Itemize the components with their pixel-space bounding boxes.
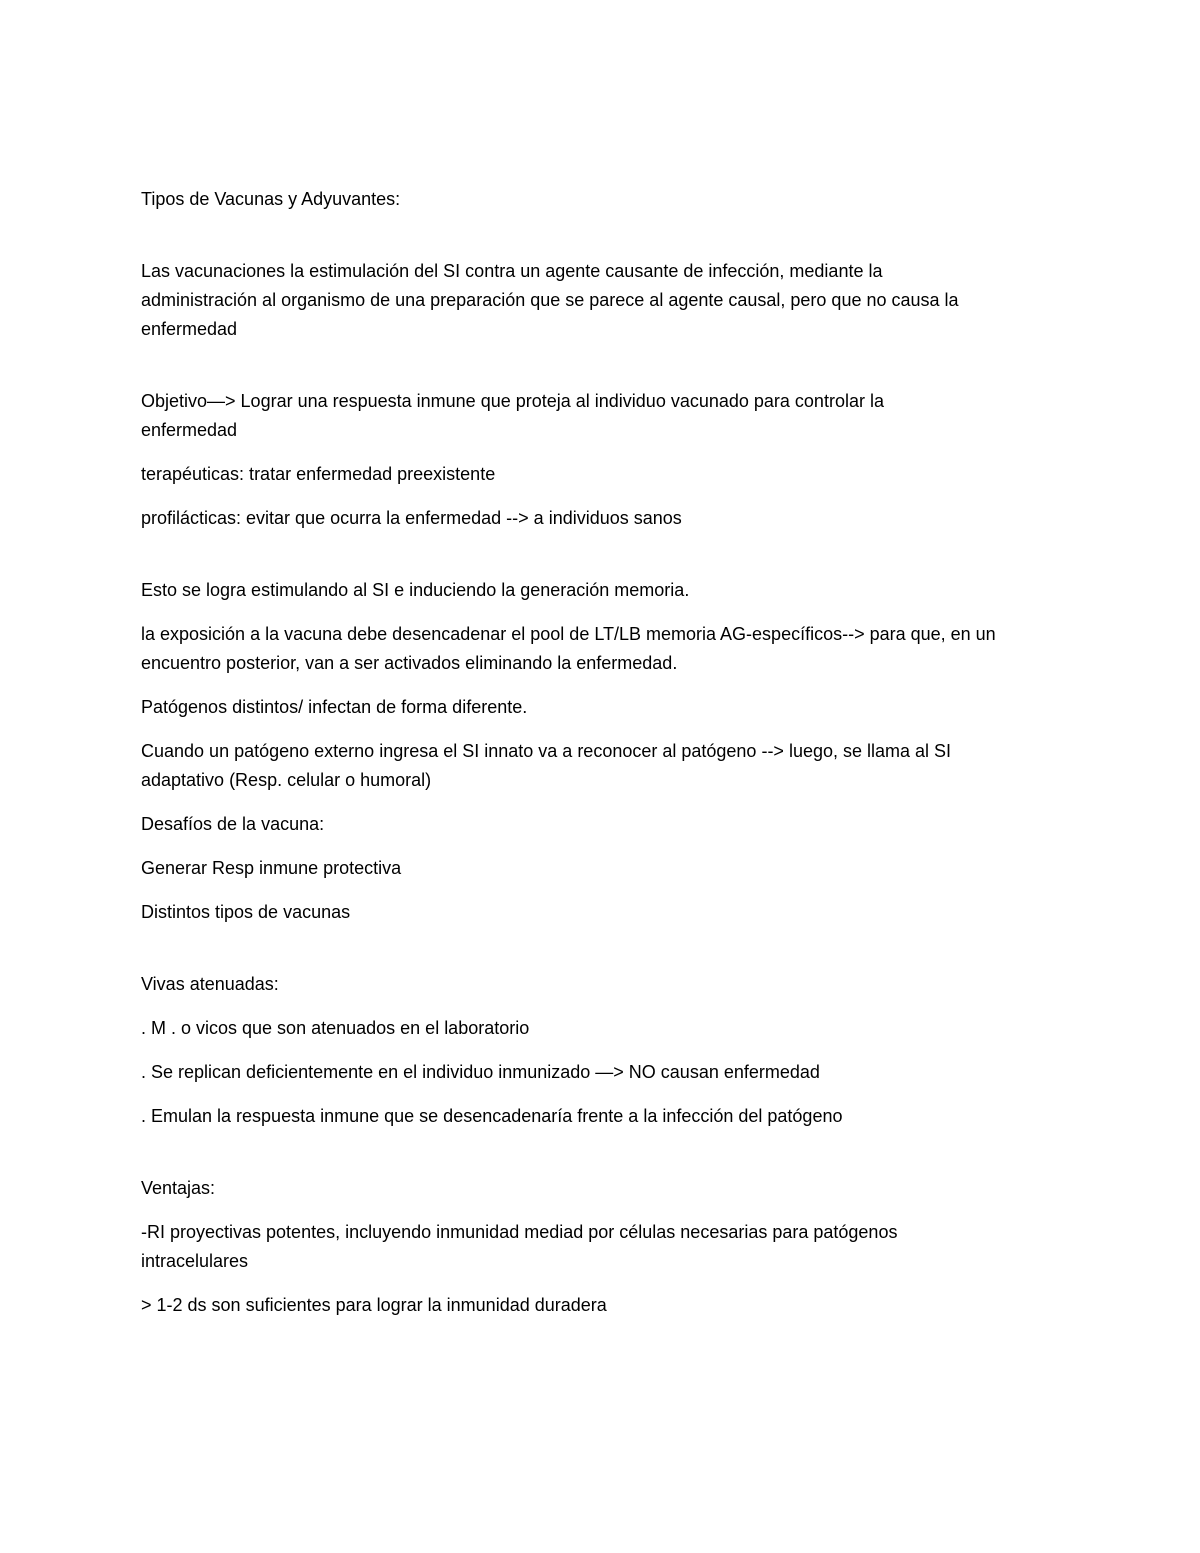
generar-paragraph: Generar Resp inmune protectiva xyxy=(141,858,402,878)
vivas-atenuadas-heading: Vivas atenuadas: xyxy=(141,974,279,994)
intro-line-1: Las vacunaciones la estimulación del SI contra un agente causante de infección, mediante la xyxy=(141,261,883,281)
objetivo-paragraph xyxy=(141,387,1071,445)
exposicion-line-1: la exposición a la vacuna debe desencadenar el pool de LT/LB memoria AG-específicos--> para que, en un xyxy=(141,624,996,644)
vivas-item-3: . Emulan la respuesta inmune que se desencadenaría frente a la infección del patógeno xyxy=(141,1106,843,1126)
profilacticas-paragraph: profilácticas: evitar que ocurra la enfermedad --> a individuos sanos xyxy=(141,508,682,528)
objetivo-line-1: Objetivo—> Lograr una respuesta inmune que proteja al individuo vacunado para controlar la xyxy=(141,391,884,411)
intro-line-2: administración al organismo de una preparación que se parece al agente causal, pero que no causa la xyxy=(141,290,959,310)
vivas-item-2: . Se replican deficientemente en el individuo inmunizado —> NO causan enfermedad xyxy=(141,1062,820,1082)
intro-line-3: enfermedad xyxy=(141,319,238,339)
cuando-line-2: adaptativo (Resp. celular o humoral) xyxy=(141,770,432,790)
document-title: Tipos de Vacunas y Adyuvantes: xyxy=(141,189,401,209)
exposicion-paragraph xyxy=(141,620,1071,678)
ventajas-item-2: > 1-2 ds son suficientes para lograr la inmunidad duradera xyxy=(141,1295,607,1315)
vivas-item-1: . M . o vicos que son atenuados en el laboratorio xyxy=(141,1018,530,1038)
intro-paragraph xyxy=(141,257,1071,344)
objetivo-line-2: enfermedad xyxy=(141,420,238,440)
cuando-paragraph xyxy=(141,737,1071,795)
terapeuticas-paragraph: terapéuticas: tratar enfermedad preexistente xyxy=(141,464,496,484)
desafios-paragraph: Desafíos de la vacuna: xyxy=(141,814,325,834)
ventajas-heading: Ventajas: xyxy=(141,1178,216,1198)
ventajas-item-1-line-1: -RI proyectivas potentes, incluyendo inmunidad mediad por células necesarias para patógenos xyxy=(141,1222,898,1242)
document-body xyxy=(141,185,1071,1335)
distintos-paragraph: Distintos tipos de vacunas xyxy=(141,902,351,922)
ventajas-item-1-line-2: intracelulares xyxy=(141,1251,249,1271)
patogenos-paragraph: Patógenos distintos/ infectan de forma diferente. xyxy=(141,697,528,717)
exposicion-line-2: encuentro posterior, van a ser activados eliminando la enfermedad. xyxy=(141,653,678,673)
esto-se-logra-paragraph: Esto se logra estimulando al SI e induciendo la generación memoria. xyxy=(141,580,690,600)
cuando-line-1: Cuando un patógeno externo ingresa el SI innato va a reconocer al patógeno --> luego, se llama al SI xyxy=(141,741,952,761)
ventajas-item-1 xyxy=(141,1218,1071,1276)
